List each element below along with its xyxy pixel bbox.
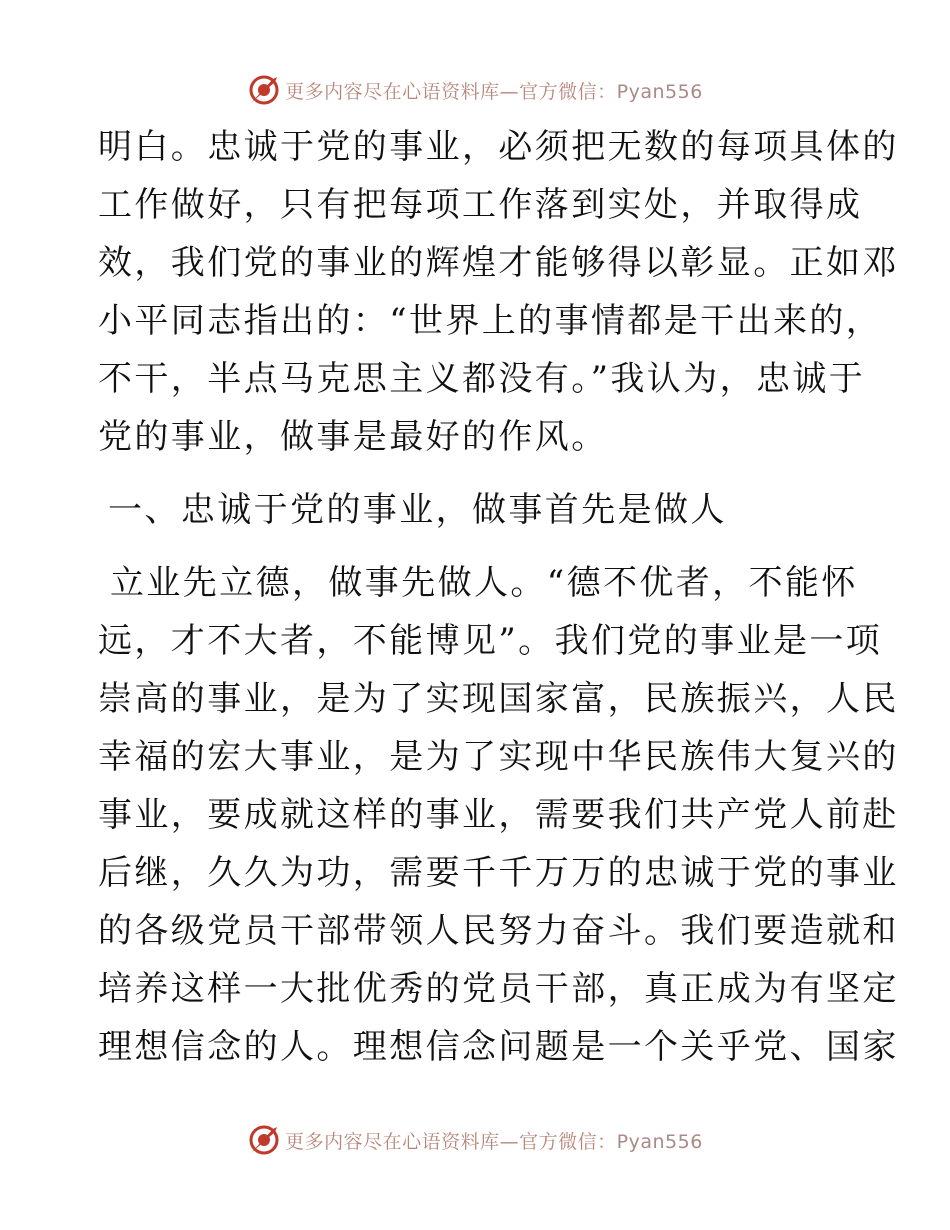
text-line: 立业先立德，做事先做人。“德不优者，不能怀: [110, 563, 858, 603]
footer-watermark-banner: [0, 1120, 950, 1160]
text-line: 工作做好，只有把每项工作落到实处，并取得成: [98, 185, 863, 225]
text-line: 不干，半点马克思主义都没有。”我认为，忠诚于: [98, 359, 866, 399]
text-line: 远，才不大者，不能博见”。我们党的事业是一项: [98, 621, 883, 661]
red-quill-logo-icon: [247, 73, 281, 107]
wechat-id: Pyan556: [616, 1130, 703, 1153]
text-line: 理想信念的人。理想信念问题是一个关乎党、国家: [98, 1027, 899, 1067]
text-line: 的各级党员干部带领人民努力奋斗。我们要造就和: [98, 911, 899, 951]
watermark-text: [285, 1127, 703, 1154]
text-line: 培养这样一大批优秀的党员干部，真正成为有坚定: [98, 969, 899, 1009]
watermark-text: [285, 77, 703, 104]
header-watermark-banner: [0, 70, 950, 110]
text-line: 效，我们党的事业的辉煌才能够得以彰显。正如邓: [98, 243, 899, 283]
text-line: 党的事业，做事是最好的作风。: [98, 417, 608, 457]
text-line: 后继，久久为功，需要千千万万的忠诚于党的事业: [98, 853, 899, 893]
text-line: 幸福的宏大事业，是为了实现中华民族伟大复兴的: [98, 737, 899, 777]
wechat-id: Pyan556: [616, 80, 703, 103]
red-quill-logo-icon: [247, 1123, 281, 1157]
text-line: 小平同志指出的：“世界上的事情都是干出来的，: [98, 301, 883, 341]
text-line: 明白。忠诚于党的事业，必须把无数的每项具体的: [98, 127, 899, 167]
section-heading: 一、忠诚于党的事业，做事首先是做人: [108, 490, 727, 530]
watermark-label: 更多内容尽在心语资料库—官方微信：: [285, 80, 617, 103]
text-line: 事业，要成就这样的事业，需要我们共产党人前赴: [98, 795, 899, 835]
text-line: 崇高的事业，是为了实现国家富，民族振兴，人民: [98, 679, 899, 719]
watermark-label: 更多内容尽在心语资料库—官方微信：: [285, 1130, 617, 1153]
document-body: [98, 118, 899, 1076]
